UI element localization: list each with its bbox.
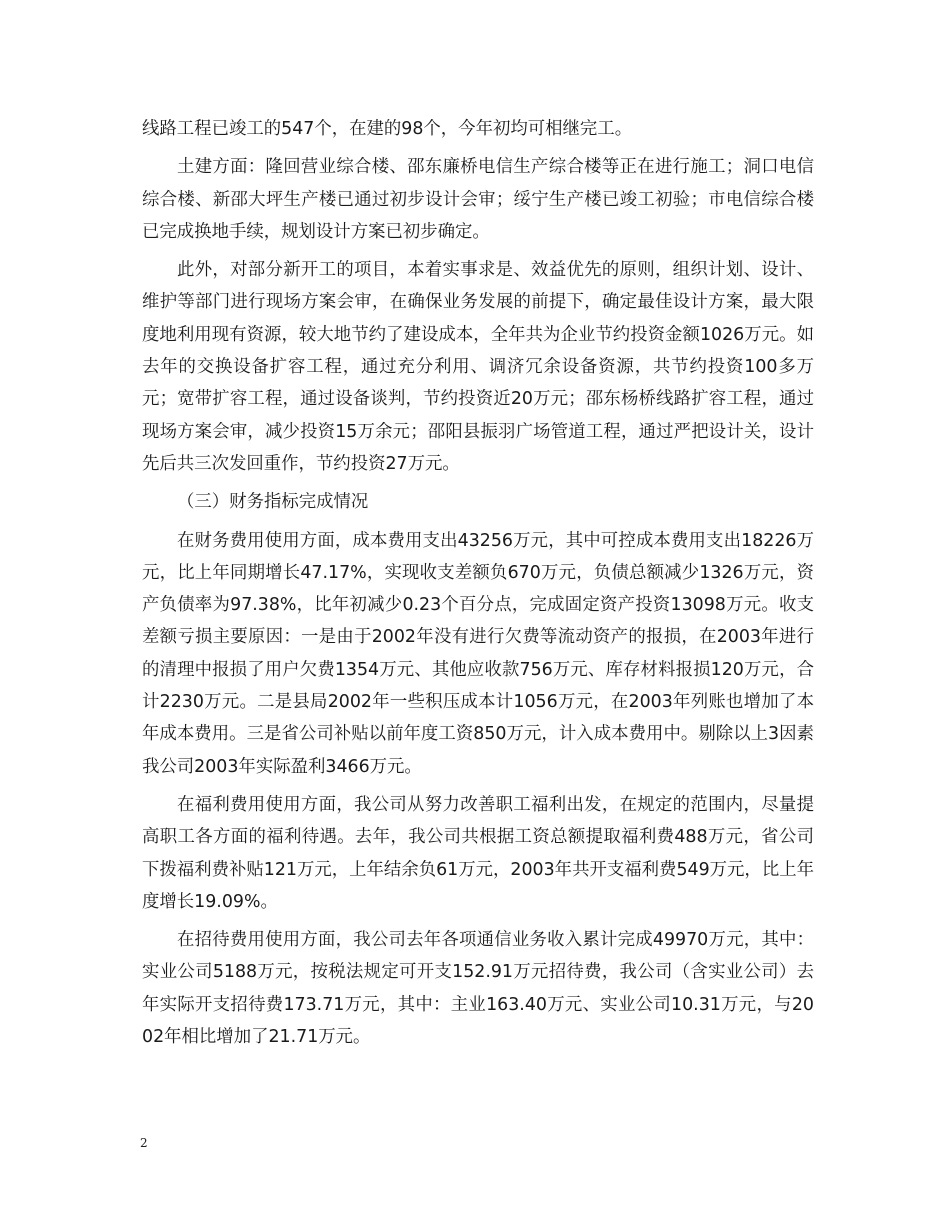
- section-heading-financial-indicators: （三）财务指标完成情况: [177, 492, 369, 513]
- document-body: [142, 113, 814, 1053]
- paragraph-line-project-completion: 线路工程已竣工的547个，在建的98个，今年初均可相继完工。: [142, 119, 633, 139]
- paragraph-new-projects-savings: 此外，对部分新开工的项目，本着实事求是、效益优先的原则，组织计划、设计、维护等部门进行现场方案会审，在确保业务发展的前提下，确定最佳设计方案，最大限度地利用现有资源，较大地节约了建设成本，全年共为企业节约投资金额1026万元。如去年的交换设备扩容工程，通过充分利用、调济冗余设备资源，共节约投资100多万元；宽带扩容工程，通过设备谈判，节约投资近20万元；邵东杨桥线路扩容工程，通过现场方案会审，减少投资15万余元；邵阳县振羽广场管道工程，通过严把设计关，设计先后共三次发回重作，节约投资27万元。: [142, 260, 814, 474]
- page-number: 2: [140, 1136, 148, 1150]
- paragraph-civil-construction: 土建方面：隆回营业综合楼、邵东廉桥电信生产综合楼等正在进行施工；洞口电信综合楼、新邵大坪生产楼已通过初步设计会审；绥宁生产楼已竣工初验；市电信综合楼已完成换地手续，规划设计方案已初步确定。: [142, 157, 814, 242]
- paragraph-entertainment-expenses: 在招待费用使用方面，我公司去年各项通信业务收入累计完成49970万元，其中：实业公司5188万元，按税法规定可开支152.91万元招待费，我公司（含实业公司）去年实际开支招待费173.71万元，其中：主业163.40万元、实业公司10.31万元，与2002年相比增加了21.71万元。: [142, 930, 814, 1048]
- paragraph-welfare-expenses: 在福利费用使用方面，我公司从努力改善职工福利出发，在规定的范围内，尽量提高职工各方面的福利待遇。去年，我公司共根据工资总额提取福利费488万元，省公司下拨福利费补贴121万元，上年结余负61万元，2003年共开支福利费549万元，比上年度增长19.09%。: [142, 794, 814, 912]
- paragraph-financial-expenses: 在财务费用使用方面，成本费用支出43256万元，其中可控成本费用支出18226万元，比上年同期增长47.17%，实现收支差额负670万元，负债总额减少1326万元，资产负债率为97.38%，比年初减少0.23个百分点，完成固定资产投资13098万元。收支差额亏损主要原因：一是由于2002年没有进行欠费等流动资产的报损，在2003年进行的清理中报损了用户欠费1354万元、其他应收款756万元、库存材料报损120万元，合计2230万元。二是县局2002年一些积压成本计1056万元，在2003年列账也增加了本年成本费用。三是省公司补贴以前年度工资850万元，计入成本费用中。剔除以上3因素我公司2003年实际盈利3466万元。: [142, 530, 814, 777]
